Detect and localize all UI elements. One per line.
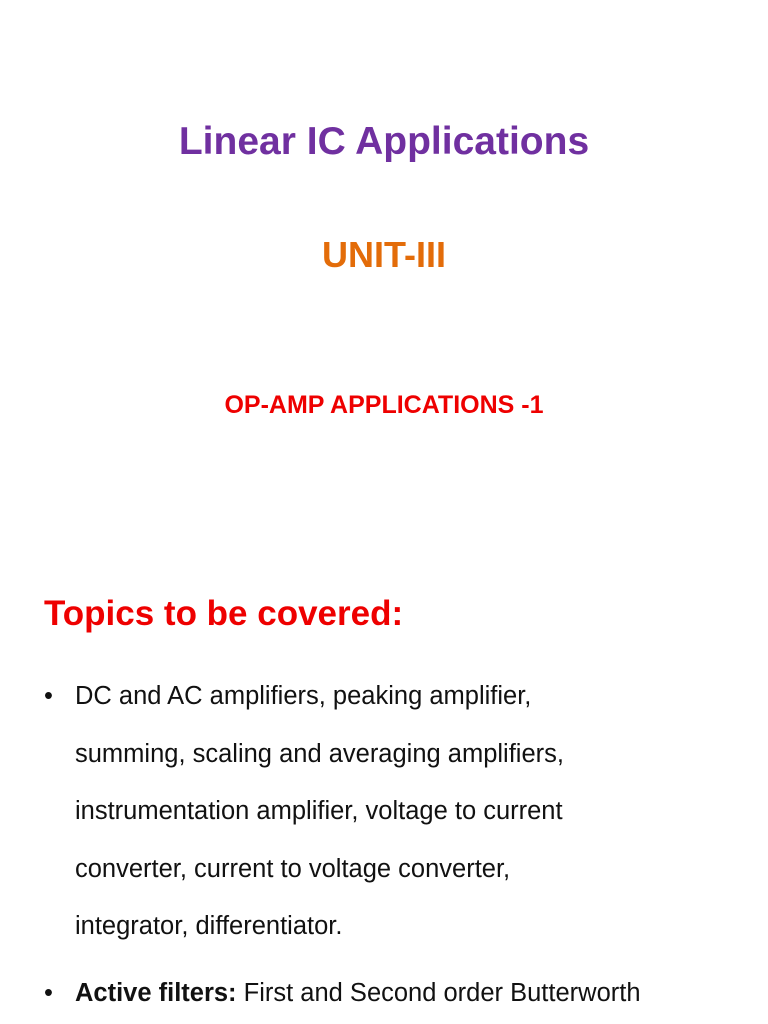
- topics-heading: Topics to be covered:: [44, 594, 404, 633]
- topic-text: First and Second order Butterworth: [236, 978, 641, 1007]
- slide-subtitle: OP-AMP APPLICATIONS -1: [224, 391, 544, 419]
- topic-item-1: [44, 668, 744, 956]
- topic-line: DC and AC amplifiers, peaking amplifier,: [75, 682, 532, 710]
- slide-title: Linear IC Applications: [178, 120, 590, 163]
- topic-line: instrumentation amplifier, voltage to current: [75, 797, 563, 825]
- topic-line: [75, 965, 744, 1023]
- topic-line: summing, scaling and averaging amplifiers,: [75, 739, 564, 768]
- bullet-dot-icon: •: [44, 978, 53, 1007]
- topic-lead: Active filters:: [75, 978, 237, 1007]
- topics-list: [44, 668, 744, 1022]
- unit-label: UNIT-III: [322, 234, 446, 275]
- bullet-dot-icon: •: [44, 682, 53, 710]
- topic-item-2: [44, 965, 744, 1023]
- topic-line: integrator, differentiator.: [75, 912, 343, 940]
- topic-line: converter, current to voltage converter,: [75, 854, 511, 883]
